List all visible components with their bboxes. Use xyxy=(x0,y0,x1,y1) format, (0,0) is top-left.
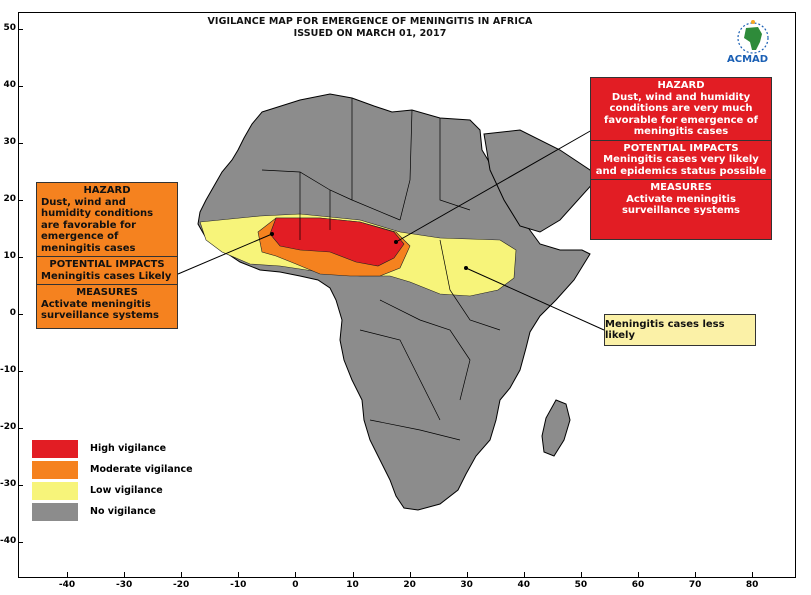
red-hazard-section xyxy=(591,78,771,141)
red-impacts-text: Meningitis cases very likely and epidemics status possible xyxy=(595,154,767,177)
red-measures-text: Activate meningitis surveillance systems xyxy=(621,193,740,216)
legend-swatch-low xyxy=(32,482,78,500)
orange-hazard-heading: HAZARD xyxy=(83,185,131,196)
yellow-box-text: Meningitis cases less likely xyxy=(605,318,725,341)
y-tick-label: -40 xyxy=(0,536,17,546)
orange-hazard-section xyxy=(37,183,177,257)
orange-measures-section xyxy=(37,285,177,324)
low-info-box xyxy=(604,314,756,346)
y-tick-label: 50 xyxy=(3,23,16,33)
y-tick-label: 40 xyxy=(3,80,16,90)
x-tick-label: 70 xyxy=(688,580,702,590)
legend-label-high: High vigilance xyxy=(90,443,167,454)
red-measures-section xyxy=(591,180,771,219)
x-tick-label: 30 xyxy=(460,580,473,590)
acmad-logo-text: ACMAD xyxy=(727,54,769,65)
title-line-2: ISSUED ON MARCH 01, 2017 xyxy=(293,28,447,39)
red-impacts-heading: POTENTIAL IMPACTS xyxy=(623,142,739,154)
y-tick-label: 20 xyxy=(3,194,16,204)
x-tick-label: -40 xyxy=(58,580,76,590)
legend-label-low: Low vigilance xyxy=(90,485,163,496)
x-tick-label: 50 xyxy=(574,580,588,590)
orange-measures-text: Activate meningitis surveillance systems xyxy=(41,298,160,321)
orange-hazard-text: Dust, wind and humidity conditions are favorable for emergence of meningitis cases xyxy=(41,196,154,254)
red-measures-heading: MEASURES xyxy=(650,182,712,193)
x-tick-label: 80 xyxy=(745,580,759,590)
orange-impacts-heading: POTENTIAL IMPACTS xyxy=(49,259,165,270)
x-tick-label: 40 xyxy=(517,580,531,590)
x-tick-label: 0 xyxy=(292,580,299,590)
y-tick-label: 0 xyxy=(9,308,16,318)
legend-swatch-high xyxy=(32,440,78,458)
orange-measures-heading: MEASURES xyxy=(76,287,138,298)
legend-swatch-none xyxy=(32,503,78,521)
x-tick-label: 10 xyxy=(346,580,359,590)
red-impacts-section xyxy=(591,141,771,181)
x-tick-label: -30 xyxy=(115,580,133,590)
x-tick-label: -20 xyxy=(173,580,190,590)
y-tick-label: -20 xyxy=(0,422,17,432)
orange-impacts-text: Meningitis cases Likely xyxy=(41,270,172,282)
moderate-info-box xyxy=(36,182,178,329)
title-line-1: VIGILANCE MAP FOR EMERGENCE OF MENINGITIS IN AFRICA xyxy=(207,16,533,27)
map-title xyxy=(200,16,540,40)
legend-swatch-moderate xyxy=(32,461,78,479)
madagascar xyxy=(542,400,570,456)
legend-label-none: No vigilance xyxy=(90,506,156,517)
high-info-box xyxy=(590,77,772,240)
orange-impacts-section xyxy=(37,257,177,285)
y-tick-label: -30 xyxy=(0,479,17,489)
red-hazard-text: Dust, wind and humidity conditions are very much favorable for emergence of meningitis cases xyxy=(603,91,759,137)
x-tick-label: 20 xyxy=(403,580,416,590)
red-hazard-heading: HAZARD xyxy=(657,80,705,91)
x-tick-label: 60 xyxy=(631,580,645,590)
y-tick-label: -10 xyxy=(0,365,17,375)
legend-label-moderate: Moderate vigilance xyxy=(90,464,193,475)
y-tick-label: 10 xyxy=(3,251,16,261)
x-tick-label: -10 xyxy=(230,580,247,590)
y-tick-label: 30 xyxy=(3,137,16,147)
